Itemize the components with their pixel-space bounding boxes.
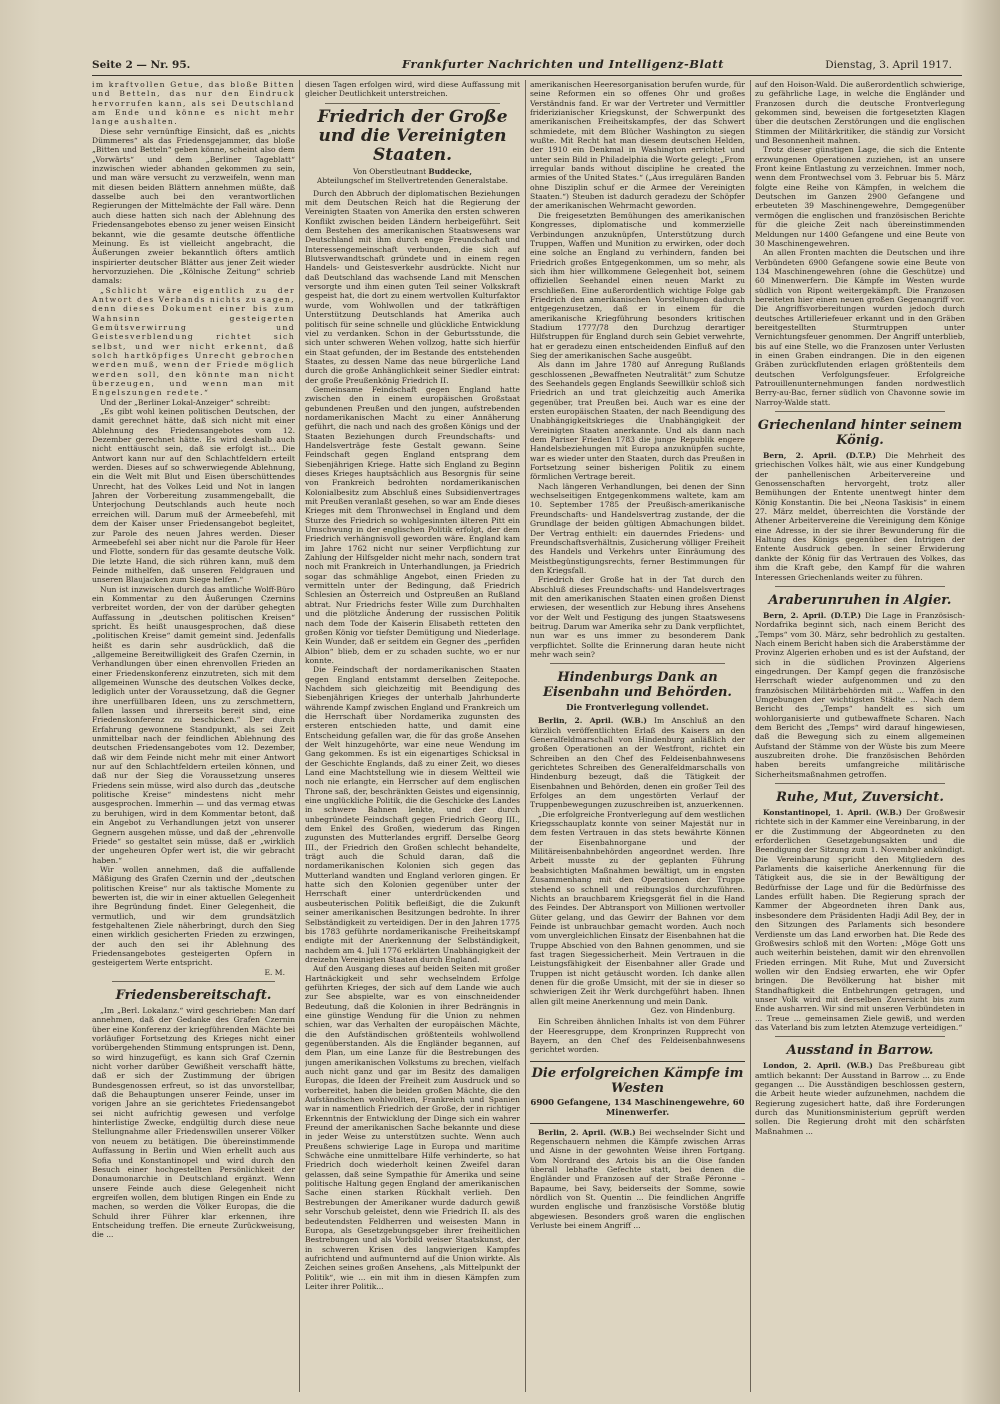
signature: Gez. von Hindenburg. [650, 1005, 735, 1015]
headline-kaempfe-im-westen: Die erfolgreichen Kämpfe im Westen [531, 1065, 744, 1096]
article-text: Die Mehrheit des griechischen Volkes hält, wie aus einer Kundgebung der panhellenischen Arbeitervereine und Genossenschaften hervorgeht, trotz aller Bemühungen der Entente unentwegt hinter dem König Konstantin. Die bei „Neona Taskisis“ in einem 27. März meldet, überreichten die Vorstände der Athener Arbeitervereine die Vereinigung dem Könige eine Adresse, in der sie ihrer Bewunderung für die Haltung des Königs gegenüber den Intrigen der Entente Ausdruck geben. In seiner Erwiderung dankte der König für das Vertrauen des Volkes, das ihm die Kraft gebe, den Kampf für die wahren Interessen Griechenlands weiter zu führen. [755, 451, 965, 582]
byline-prefix: Von Oberstleutnant [353, 166, 427, 176]
article-text [755, 1061, 965, 1136]
article-text: im kraftvollen Getue, das bloße Bitten und Betteln, das nur den Eindruck hervorrufen kann, als sei Deutschland am Ende und könne es nicht mehr lange aushalten. [92, 80, 295, 127]
article-text: Nun ist inzwischen durch das amtliche Wolff-Büro ein Kommentar zu den Äußerungen Czernins verbreitet worden, der von der darüber gehegten Auffassung in „deutschen politischen Kreisen“ spricht. Es heißt unausgesprochen, daß diese „politischen Kreise“ damit gemeint sind. Jedenfalls heißt es darin sehr ausdrücklich, daß die „allgemeine Bereitwilligkeit des Grafen Czernin, in Verhandlungen über einen ehrenvollen Frieden an einer Friedenskonferenz einzutreten, sich mit dem allgemeinen Wunsche des deutschen Volkes decke, lediglich unter der Voraussetzung, daß die Gegner ihre unerfüllbaren Ideen, uns zu zerschmettern, fallen lassen und ihrerseits bereit sind, eine Friedenskonferenz zu beschicken.“ Der durch Erfahrung gewonnene Standpunkt, als sei Zeit unmittelbar nach der feindlichen Ablehnung des deutschen Friedensangebotes vom 12. Dezember, daß wir dem Feinde nicht mehr mit einer Antwort nur auf den Schlachtfeldern erteilen können, und daß nur der Sieg die Voraussetzung unseres Friedens sein müsse, wird also durch das „deutsche politische Kreise“ mindestens nicht mehr ausgesprochen. Immerhin — und das vermag etwas zu beruhigen, wird in dem Kommentar betont, daß ein Angebot zu Verhandlungen jetzt von unserer Gegnern ausgehen müsse, und daß der „ehrenvolle Friede“ so gestaltet sein müsse, daß er „wirklich der ungeheuren Opfer wert ist, die wir gebracht haben.“ [92, 584, 295, 865]
article-text: „Im „Berl. Lokalanz.“ wird geschrieben: Man darf annehmen, daß der Gedanke des Grafen Czernin über eine Konferenz der kriegführenden Mächte bei vorläufiger Fortsetzung des Krieges nicht einer vorübergehenden Stimmung entsprungen ist. Denn, so wird hinzugefügt, es kann sich Graf Czernin nicht vorher darüber Gewißheit verschafft hätte, daß er sich der Zustimmung der übrigen Bundesgenossen erfreut, so ist das unvorstellbar, daß die Behauptungen unserer Feinde, unser im vorigen Jahre an sie gerichtetes Friedensangebot sei nicht aufrichtig gewesen und verfolge hinterlistige Zwecke, endgültig durch diese neue Stellungnahme aller Friedenswillen unserer Völker von neuem zu betätigen. Die übereinstimmende Auffassung in Berlin und Wien erhellt auch aus Sofia und Konstantinopel und wird durch den Besuch einer hochgestellten Persönlichkeit der Donaumonarchie in Deutschland ergänzt. Wenn unsere Feinde auch diese Gelegenheit nicht ergreifen wollen, dem blutigen Ringen ein Ende zu machen, so werden die Völker Europas, die die Schuld ihrer Führer klar erkennen, ihre Entscheidung treffen. Die erneute Zurückweisung, die ... [92, 1006, 295, 1240]
page-number: Seite 2 — Nr. 95. [92, 59, 191, 71]
separator [775, 783, 945, 784]
column-1 [92, 80, 295, 1392]
headline-friedensbereitschaft: Friedensbereitschaft. [115, 988, 272, 1003]
headline-friedrich-der-grosse: Friedrich der Große und die Vereinigten Staaten. [317, 106, 508, 165]
article-text: Die Lage in Französisch-Nordafrika beginnt sich, nach einem Bericht des „Temps“ vom 30. März, sehr bedrohlich zu gestalten. Nach einem Bericht haben sich die Araberstämme der Provinz Algerien erhoben und es ist der Aufstand, der sich in die südlichen Provinzen Algeriens eingedrungen. Der Kampf gegen die französische Herrschaft wieder aufgenommen und zu den französischen Militärbehörden mit ... Waffen in den Umgebungen der wichtigsten Städte ... Nach dem Bericht des „Temps“ handelt es sich um wohlorganisierte und gutbewaffnete Scharen. Nach dem Bericht des „Temps“ wird darauf hingewiesen, daß die Bewegung sich zu einem allgemeinen Aufstand der Stämme von der Wüste bis zum Meere auszubreiten drohe. Die französischen Behörden haben bereits umfangreiche militärische Sicherheitsmaßnahmen getroffen. [755, 610, 965, 779]
article-text: Gemeinsame Feindschaft gegen England hatte zwischen den in einem europäischen Großstaat gebundenen Preußen und den jungen, aufstrebenden nordamerikanischen Macht zu einer Annäherung geführt, die nach und nach des großen Königs und der Staaten Beziehungen durch Freundschafts- und Handelsverträge feste Gestalt gewann. Seine Feindschaft gegen England entsprang dem Siebenjährigen Kriege. Hatte sich England zu Beginn dieses Krieges hauptsächlich aus Besorgnis für seine von Frankreich bedrohten nordamerikanischen Kolonialbesitz zum Abschluß eines Subsidienvertrages mit Preußen veranlaßt gesehen, so war am Ende dieses Krieges mit dem Thronwechsel in England und dem Sturze des Friedrich so wohlgesinnten älteren Pitt ein Umschwung in der englischen Politik erfolgt, der dem Friedrich verhängnisvoll geworden wäre. England kam im Jahre 1762 nicht nur seiner Verpflichtung zur Zahlung der Hilfsgelder nicht mehr nach, sondern trat noch mit Frankreich in Unterhandlungen, ja Friedrich sogar das schmählige Angebot, einen Frieden zu vermitteln unter der Bedingung, daß Friedrich Schlesien an Österreich und Ostpreußen an Rußland abtrat. Nur Friedrichs fester Wille zum Durchhalten und die plötzliche Änderung der russischen Politik nach dem Tode der Kaiserin Elisabeth retteten den großen König vor tiefster Demütigung und Niederlage. Kein Wunder, daß er seitdem ein Gegner des „perfiden Albion“ blieb, dem er zu schaden suchte, wo er nur konnte. [305, 384, 520, 665]
separator [325, 103, 500, 104]
subheadline: 6900 Gefangene, 134 Maschinengewehre, 60 Minenwerfer. [530, 1097, 745, 1118]
column-rule [299, 80, 300, 1392]
author-signature: E. M. [264, 967, 285, 977]
dateline: Konstantinopel, 1. April. (W.B.) [763, 808, 903, 818]
article-text: Das Preßbureau gibt amtlich bekannt: Der Ausstand in Barrow ... zu Ende gegangen ... Die Ausständigen beschlossen gestern, die Arbeit heute wieder aufzunehmen, nachdem die Regierung zugesichert hatte, daß ihre Forderungen durch das Munitionsministerium geprüft werden sollen. Die Regierung droht mit den schärfsten Maßnahmen ... [755, 1061, 965, 1136]
column-3 [530, 80, 745, 1392]
article-text [530, 1128, 745, 1231]
article-text: Als dann im Jahre 1780 auf Anregung Rußlands geschlossenen „Bewaffneten Neutralität“ zum Schutze des Seehandels gegen Englands Seewillkür schloß sich Friedrich an und trat gleichzeitig auch Amerika gegenüber, trat Preußen bei. Auch war es eine der ersten europäischen Staaten, der nach Beendigung des Unabhängigkeitskrieges die Unabhängigkeit der Vereinigten Staaten anerkannte. Und als dann nach dem Pariser Frieden 1783 die junge Republik engere Handelsbeziehungen mit Europa anzuknüpfen suchte, war es wieder unter den Staaten, durch das Preußen in Fortsetzung seiner bisherigen Politik zu einem förmlichen Vertrage bereit. [530, 360, 745, 482]
headline-griechenland: Griechenland hinter seinem König. [757, 418, 963, 449]
dateline: Berlin, 2. April. (W.B.) [538, 1127, 636, 1137]
article-text [530, 716, 745, 809]
separator [775, 586, 945, 587]
article-text [755, 808, 965, 1032]
headline-ausstand-barrow: Ausstand in Barrow. [786, 1043, 934, 1059]
byline-author: Buddecke, [428, 166, 472, 176]
column-2 [305, 80, 520, 1392]
subheadline: Die Frontverlegung vollendet. [566, 703, 709, 714]
article-text: Ein Schreiben ähnlichen Inhalts ist von dem Führer der Heeresgruppe, dem Kronprinzen Rupprecht von Bayern, an den Chef des Feldeisenbahnwesens gerichtet worden. [530, 1017, 745, 1055]
headline-ruhe-mut-zuversicht: Ruhe, Mut, Zuversicht. [776, 790, 944, 806]
quote-text: „Es gibt wohl keinen politischen Deutschen, der damit gerechnet hätte, daß sich nicht mit einer Ablehnung des Friedensangebotes vom 12. Dezember gerechnet hätte. Es wird deshalb auch nicht enttäuscht sein, daß sie erfolgt ist... Die Antwort kann nur auf den Schlachtfeldern erteilt werden. Dieses auf so schwerwiegende Ablehnung, ein die Welt mit Blut und Eisen überschüttendes Unrecht, hat des Volkes Leid und Not in langen Jahren der Vorbereitung zusammengeballt, die Unterjochung Deutschlands auch heute noch erreichen will. Darum muß der Armeebefehl, mit dem der Kaiser unser Friedensangebot begleitet, zur Parole des neuen Jahres werden. Dieser Armeebefehl sei aber nicht nur die Parole für Heer und Flotte, sondern für das gesamte deutsche Volk. Die letzte Hand, die sich rühren kann, muß dem Feinde mithelfen, daß unseren Feldgrauen und unseren Blaujacken zum Siege helfen.“ [92, 407, 295, 585]
dateline: Bern, 2. April. (D.T.P.) [763, 610, 862, 620]
article-text: auf den Hoison-Wald. Die außerordentlich schwierige, zu gefährliche Lage, in welche die Engländer und Franzosen durch die deutsche Frontverlegung gekommen sind, beweisen die fortgesetzten Klagen über die deutschen Zerstörungen und die englischen Stimmen der Militärkritiker, die ständig zur Vorsicht und Besonnenheit mahnen. [755, 80, 965, 146]
article-text: Friedrich der Große hat in der Tat durch den Abschluß dieses Freundschafts- und Handelsvertrages mit den amerikanischen Staaten einen großen Dienst erwiesen, der wesentlich zur Hebung ihres Ansehens vor der Welt und Festigung des jungen Staatswesens beitrug. Darum war Amerika sehr zu Dank verpflichtet, nun war es uns immer zu besonderem Dank verpflichtet. Sollte die Erinnerung daran heute nicht mehr wach sein? [530, 575, 745, 659]
headline-araberunruhen: Araberunruhen in Algier. [768, 592, 952, 608]
column-rule [525, 80, 526, 1392]
article-text: An allen Fronten machten die Deutschen und ihre Verbündeten 6900 Gefangene sowie eine Beute von 134 Maschinengewehren (ohne die Geschütze) und 60 Minenwerfern. Die Kämpfe im Westen wurde südlich von Ripont weitergekämpft. Die Franzosen bereiteten hier einen neuen großen Gegenangriff vor. Die Angriffsvorbereitungen wurden jedoch durch deutsches Artilleriefeuer erkannt und in den Gräben bereitgestellten Sturmtruppen unter Vernichtungsfeuer genommen. Der Angriff unterblieb, bis auf eine Stelle, wo die Franzosen unter Verlusten in einen Graben eindrangen. Die in den eigenen Gräben zurückflutenden erlagen größtenteils dem deutschen Verfolgungsfeuer. Erfolgreiche Patrouillenunternehmungen fanden nordwestlich Berry-au-Bac, ferner südlich von Chavonne sowie im Narroy-Walde statt. [755, 248, 965, 407]
separator [112, 981, 275, 982]
headline-hindenburgs-dank: Hindenburgs Dank an Eisenbahn und Behörden. [543, 670, 732, 701]
article-text: Und der „Berliner Lokal-Anzeiger“ schreibt: [100, 397, 271, 407]
article-text: amerikanischen Heeresorganisation berufen wurde, für seine Reformen ein so offenes Ohr und großes Verständnis fand. Er war der Vertreter und Vermittler friderizianischer Kriegskunst, der Schwerpunkt des amerikanischen Freiheitskampfes, der das Schwert schmiedete, mit dem Blücher Washington zu siegen wußte. Mit Recht hat man diesem deutschen Helden, der 1910 ein Denkmal in Washington errichtet und unter sein Bild in Philadelphia die Worte gelegt: „From irregular bands without discipline he created the armies of the United States.“ („Aus irregulären Banden ohne Disziplin schuf er die Armee der Vereinigten Staaten.“) Steuben ist dadurch geradezu der Schöpfer der amerikanischen Wehrmacht geworden. [530, 80, 745, 211]
article-box [530, 1061, 745, 1124]
byline [305, 167, 520, 185]
dateline: Bern, 2. April. (D.T.P.) [763, 451, 877, 461]
article-text: Nach längeren Verhandlungen, bei denen der Sinn wechselseitigen Entgegenkommens waltete, kam am 10. September 1785 der Preußisch-amerikanische Freundschafts- und Handelsvertrag zustande, der die Grundlage der beiden gültigen Abmachungen bildet. Der Vertrag enthielt: ein dauerndes Friedens- und Freundschaftsverhältnis, Zusicherung völliger Freiheit des Handels und Verkehrs unter Einräumung des Meistbegünstigungsrechts, ferner Bestimmungen für den Kriegsfall. [530, 481, 745, 575]
article-text: Auf den Ausgang dieses auf beiden Seiten mit großer Hartnäckigkeit und sehr wechselndem Erfolge geführten Krieges, der sich auf dem Lande wie auch zur See abspielte, war es von einschneidender Bedeutung, daß die Kolonien in ihrer Bedrängnis in eine günstige Wendung für die Union zu nehmen schien, war das Verhalten der europäischen Mächte, die den Aufständischen größtenteils wohlwollend gegenüberstanden. Als die Engländer begannen, auf dem Plan, um eine Lanze für die Bestrebungen des jungen amerikanischen Volkstums zu brechen, vielfach auch nicht ganz und gar im Besitz des damaligen Europas, die Ideen der Freiheit zum Ausdruck und so vorbereitet, haben die beiden großen Mächte, die den Aufständischen wohlwollten, Frankreich und Spanien war in namentlich Friedrich der Große, der in richtiger Erkenntnis der Entwicklung der Dinge sich ein wahrer Freund der amerikanischen Sache bekannte und diese in jeder Weise zu unterstützen suchte. Wenn auch Preußens schwierige Lage in Europa und maritime Schwäche eine unmittelbare Hilfe verhinderte, so hat Friedrich doch wiederholt keinen Zweifel daran gelassen, daß seine Sympathie für Amerika und seine politische Haltung gegen England der amerikanischen Sache einen starken Rückhalt verlieh. Den Bestrebungen der Amerikaner wurde dadurch gewiß sehr Vorschub geleistet, denn wie Friedrich II. als des bedeutendsten Feldherren und weisesten Mann in Europa, als Gesetzgebungsgeber ihrer freiheitlichen Bestrebungen und als Vorbild weiser Staatskunst, der in schweren Krisen des langwierigen Kampfes aufrichtend und aufmunternd auf die Union wirkte. Als Zeichen seines großen Ansehens, „als Mittelpunkt der Politik“, wie ... ein mit ihm in diesen Kämpfen zum Leiter ihrer Politik... [305, 964, 520, 1291]
separator [550, 663, 725, 664]
separator [775, 411, 945, 412]
article-text: Diese sehr vernünftige Einsicht, daß es „nichts Dümmeres“ als das Friedensgejammer, das bloße „Bitten und Betteln“ geben könne, scheint also dem „Vorwärts“ und dem „Berliner Tageblatt“ inzwischen wieder abhanden gekommen zu sein, und man wäre versucht zu verzweifeln, wenn man mit diesen beiden Blättern annehmen müßte, daß dasselbe auch bei den verantwortlichen Regierungen der Mittelmächte der Fall wäre. Denn auch diese hatten sich nach der Ablehnung des Friedensangebotes ebenso zu jener weisen Einsicht bekannt, wie die gesamte deutsche öffentliche Meinung. Es ist vielleicht angebracht, die Äußerungen zweier bekanntlich öfters amtlich inspirierter deutscher Blätter aus jener Zeit wieder hervorzuziehen. Die „Kölnische Zeitung“ schrieb damals: [92, 126, 295, 286]
article-text: Durch den Abbruch der diplomatischen Beziehungen mit dem Deutschen Reich hat die Regierung der Vereinigten Staaten von Amerika den ersten schweren Konflikt zwischen beiden Ländern herbeigeführt. Seit dem Bestehen des amerikanischen Staatswesens war Deutschland mit ihm durch enge Freundschaft und Interessengemeinschaft verbunden, die sich auf Blutsverwandtschaft gründete und in einem regen Handels- und Geistesverkehr ausdrückte. Nicht nur daß Deutschland das wachsende Land mit Menschen versorgte und ihm einen guten Teil seiner Volkskraft gespeist hat, die dort zu einem wertvollen Kulturfaktor wurde, vom Wohlwollen und der tatkräftigen Unterstützung Deutschlands hat Amerika auch politisch für seine schnelle und glückliche Entwicklung viel zu verdanken. Schon in der Geburtsstunde, die sich unter schweren Wehen vollzog, hatte sich hierfür ein Staat gefunden, der im Bestande des entstehenden Staates, zu dessen Name das neue bürgerliche Land durch die große Anhänglichkeit seiner Siedler eintrat: der große Preußenkönig Friedrich II. [305, 188, 520, 385]
quote-text: „Die erfolgreiche Frontverlegung auf dem westlichen Kriegsschauplatz konnte von seiner Majestät nur in dem festen Vertrauen in das stets bewährte Können der Eisenbahnorgane und der Militäreisenbahnbehörden angeordnet werden. Ihre Arbeit musste zu der geplanten Führung beabsichtigten Maßnahmen bewältigt, um in engsten Zusammenhang mit den Operationen der Truppe stehend so schnell und reibungslos durchzuführen. Nichts an brauchbarem Kriegsgerät fiel in die Hand des Feindes. Der Abtransport von Millionen wertvoller Güter gelang, und das Gewirr der Bahnen vor dem Feinde ist unbrauchbar gemacht worden. Auch noch vom unvergleichlichen Einsatz der Eisenbahnen hat die Truppe Abschied von den Bahnen genommen, und sie fast tragen Siegessicherheit. Mein Vertrauen in die Leistungsfähigkeit der Eisenbahner aller Grade und Truppen ist nicht getäuscht worden. Ich danke allen denen für die große Umsicht, mit der sie in dieser so schwierigen Zeit ihr Werk durchgeführt haben. Ihnen allen gilt meine Anerkennung und mein Dank. [530, 809, 745, 1006]
article-text: Die Feindschaft der nordamerikanischen Staaten gegen England entstammt derselben Zeitepoche. Nachdem sich gleichzeitig mit Beendigung des Siebenjährigen Krieges der unterhalb Jahrhunderte währende Kampf zwischen England und Frankreich um die Herrschaft über Nordamerika zugunsten des ersteren entschieden hatte, und damit eine Entscheidung gefallen war, die für das große Ansehen der Welt hinzugehörte, war eine neue Wendung im Gang gekommen. Es ist ein eigenartiges Schicksal in der Geschichte Englands, daß zu einer Zeit, wo dieses Land eine Machtstellung wie in diesem Weltteil wie noch nie erlangte, ein Herrscher auf dem englischen Throne saß, der, beschränkten Geistes und eigensinnig, eine unglückliche Politik, die die Geschicke des Landes in schwere Bahnen lenkte, und der durch unbegründete Feindschaft gegen Friedrich Georg III., dem Enkel des Großen, wiederum das Ringen zugunsten des Mutterlandes ergriff. Derselbe Georg III., der Friedrich den Großen schlecht behandelte, trägt auch die Schuld daran, daß die nordamerikanischen Kolonien sich gegen das Mutterland wandten und England verloren gingen. Er hatte sich den Kolonien gegenüber unter der Herrschaft einer unterdrückenden und ausbeuterischen Politik befleißigt, die die Zukunft seiner amerikanischen Besitzungen bedrohte. In ihrer Selbständigkeit zu verteidigen. Der in den Jahren 1775 bis 1783 geführte nordamerikanische Freiheitskampf endigte mit der Anerkennung der Selbständigkeit, nachdem am 4. Juli 1776 erklärten Unabhängigkeit der dreizehn Vereinigten Staaten durch England. [305, 665, 520, 964]
column-rule [750, 80, 751, 1392]
article-text [755, 451, 965, 582]
quote-text: „Schlicht wäre eigentlich zu der Antwort des Verbands nichts zu sagen, denn dieses Dokument einer bis zum Wahnsinn gesteigerten Gemütsverwirrung und Geistesverblendung richtet sich selbst, und wer nicht erkennt, daß solch hartköpfiges Unrecht gebrochen werden muß, wenn der Friede möglich werden soll, den könnte man nicht überzeugen, und wenn man mit Engelszungen redete.“ [92, 285, 295, 398]
article-text: Im Anschluß an den kürzlich veröffentlichten Erlaß des Kaisers an den Generalfeldmarschall von Hindenburg anläßlich der großen Operationen an der Westfront, richtet ein Schreiben an den Chef des Feldeisenbahnwesens gerichtetes Schreiben des Generalfeldmarschalls von Hindenburg bezeugt, daß die Tätigkeit der Eisenbahnen und Behörden, denen ein großer Teil des Erfolges an dem ungestörten Verlauf der Truppenbewegungen zuzuschreiben ist, anzuerkennen. [530, 716, 745, 810]
issue-date: Dienstag, 3. April 1917. [825, 59, 952, 71]
article-text [755, 611, 965, 779]
article-text: Wir wollen annehmen, daß die auffallende Mäßigung des Grafen Czernin und der „deutschen politischen Kreise“ nur als taktische Momente zu bewerten ist, die wir in einer aktuellen Gelegenheit ihre Begründung findet. Einer Gelegenheit, die vermutlich, und wir dem grundsätzlich festgehaltenen Ziele näherbringt, durch den Sieg einen wirklich gesicherten Frieden zu erzwingen, der auch den sei ihr Ablehnung des Friedensangebotes gesteigerten Opfern in gesteigertem Werte entspricht. [92, 864, 295, 968]
separator [775, 1036, 945, 1037]
article-text: Trotz dieser günstigen Lage, die sich die Entente erzwungenen Operationen zuziehen, ist an unsere Front keine Entlastung zu verzeichnen. Immer noch, wenn dem Frontwechsel vom 3. Februar bis 5. März folgte eine Reihe von Kämpfen, in welchem die Deutschen im Ganzen 2900 Gefangene und erbeuteten 39 Maschinengewehre, Demgegenüber vermögen die englischen und französischen Berichte für die gleiche Zeit nach übereinstimmenden Meldungen nur 1400 Gefangene und eine Beute von 30 Maschinengewehren. [755, 145, 965, 248]
article-text: Die freigesetzten Bemühungen des amerikanischen Kongresses, diplomatische und kommerzielle Verbindungen anzuknüpfen, Unterstützung durch Truppen, Waffen und Munition zu erwirken, oder doch eine solche an England zu verhindern, fanden bei Friedrich großes Entgegenkommen, um so mehr, als sich ihm hier willkommene Gelegenheit bot, seinem offiziellen Seehandel einen neuen Markt zu erschließen. Eine außerordentlich wichtige Folge gab Friedrich den amerikanischen Vorstellungen dadurch entgegenzusetzen, daß er in einem für die amerikanische Kriegführung besonders kritischen Stadium 1777/78 den Durchzug derartiger Hilfstruppen für England durch sein Gebiet verwehrte, hat er geradezu einen entscheidenden Einfluß auf den Sieg der amerikanischen Sache ausgeübt. [530, 210, 745, 360]
article-text: Bei wechselnder Sicht und Regenschauern nehmen die Kämpfe zwischen Arras und Aisne in der gewohnten Weise ihren Fortgang. Vom Nordrand des Artois bis an die Oise fanden überall lebhafte Gefechte statt, bei denen die Engländer und Franzosen auf der Straße Péronne – Bapaume, bei Savy, beiderseits der Somme, sowie nördlich von St. Quentin ... Die feindlichen Angriffe wurden englische und französische Vorstöße blutig abgewiesen. Besonders groß waren die englischen Verluste bei einem Angriff ... [530, 1127, 745, 1231]
article-text: diesen Tagen erfolgen wird, wird diese Auffassung mit gleicher Deutlichkeit unterstreichen. [305, 80, 520, 99]
masthead [92, 55, 962, 76]
article-text: Der Großwesir richtete sich in der Kammer eine Vereinbarung, in der er die Zustimmung der Abgeordneten zu den erforderlichen Gesetzgebungsakten und die Beendigung der Sitzung zum 1. November ankündigt. Die Vereinbarung spricht den Mitgliedern des Parlaments die kaiserliche Anerkennung für die Tätigkeit aus, die sie in der Bewältigung der Bedürfnisse der Lage und für die Bedürfnisse des Landes erfüllt haben. Die Regierung sprach der Kammer der Abgeordneten ihren Dank aus, insbesondere dem Präsidenten Hadji Adil Bey, der in den Sitzungen des Parlaments sich besondere Verdienste um das Land erworben hat. Die Rede des Großwesirs schloß mit den Worten: „Möge Gott uns auch weiterhin beistehen, damit wir den ehrenvollen Frieden erringen. Mit Ruhe, Mut und Zuversicht wollen wir den Endsieg erwarten, ehe wir Opfer bringen. Die Bevölkerung hat bisher mit Standhaftigkeit die Entbehrungen getragen, und unser Volk wird mit derselben Zuversicht bis zum Ende ausharren. Wir sind mit unseren Verbündeten in ... Treue ... gemeinsamen Ziele gewiß, und werden das Vaterland bis zum letzten Atemzuge verteidigen.“ [755, 808, 965, 1032]
column-4 [755, 80, 965, 1392]
dateline: Berlin, 2. April. (W.B.) [538, 716, 647, 726]
dateline: London, 2. April. (W.B.) [763, 1061, 873, 1071]
newspaper-title: Frankfurter Nachrichten und Intelligenz-Blatt [402, 57, 724, 71]
byline-position: Abteilungschef im Stellvertretenden Generalstabe. [316, 175, 508, 185]
